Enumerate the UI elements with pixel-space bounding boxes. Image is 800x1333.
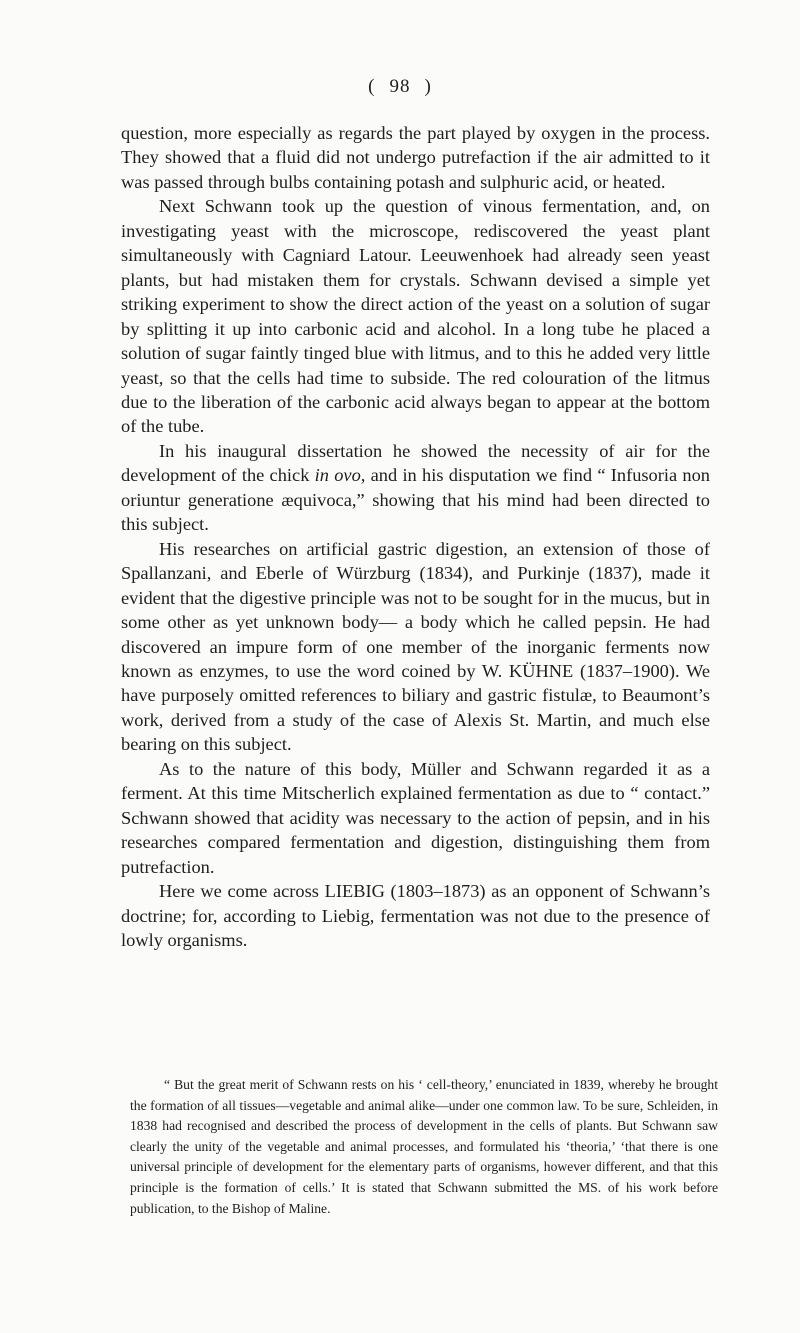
p6-name-liebig: LIEBIG	[324, 881, 385, 902]
paragraph-continuation: question, more especially as regards the part played by oxygen in the process. They showed that a fluid did not undergo putrefaction if the air admitted to it was passed through bulbs containing potash and sulphuric acid, or heated.	[121, 123, 710, 192]
footnote	[130, 1075, 718, 1219]
p3-italic-in-ovo: in ovo,	[314, 465, 366, 486]
paragraph-vinous-fermentation: Next Schwann took up the question of vinous fermentation, and, on investigating yeast with the microscope, rediscovered the yeast plant simultaneously with Cagniard Latour. Leeuwenhoek had already seen yeast plants, but had mistaken them for crystals. Schwann devised a simple yet striking experiment to show the direct action of the yeast on a solution of sugar by splitting it up into carbonic acid and alcohol. In a long tube he placed a solution of sugar faintly tinged blue with litmus, and to this he added very little yeast, so that the cells had time to subside. The red colouration of the litmus due to the liberation of the carbonic acid always began to appear at the bottom of the tube.	[121, 196, 710, 437]
page-number-open-paren: (	[368, 76, 376, 97]
footnote-text: “ But the great merit of Schwann rests on his ‘ cell-theory,’ enunciated in 1839, whereby he brought the formation of all tissues—vegetable and animal alike—under one common law. To be sure, Schleiden, in 1838 had recognised and described the process of development in the cells of plants. But Schwann saw clearly the unity of the vegetable and animal processes, and formulated his ‘theoria,’ ‘that there is one universal principle of development for the elementary parts of organisms, however different, and that this principle is the formation of cells.’ It is stated that Schwann submitted the MS. of his work before publication, to the Bishop of Maline.	[130, 1077, 718, 1216]
p4-name-kuhne: W. KÜHNE	[481, 660, 574, 681]
p3-text-before: In his inaugural dissertation he showed the necessity of air for the development of the chick	[121, 440, 710, 486]
paragraph-nature-of-ferment: As to the nature of this body, Müller and Schwann regarded it as a ferment. At this time Mitscherlich explained fermentation as due to “ contact.” Schwann showed that acidity was necessary to the action of pepsin, and in his researches compared fermentation and digestion, distinguishing them from putrefaction.	[121, 758, 710, 877]
page-number-value: 98	[389, 76, 411, 97]
page-number	[0, 76, 800, 98]
paragraph-liebig	[121, 879, 710, 952]
p6-text-after: (1803–1873) as an opponent of Schwann’s doctrine; for, according to Liebig, fermentation was not due to the presence of lowly organisms.	[121, 881, 710, 950]
p4-text-after: (1837–1900). We have purposely omitted references to biliary and gastric fistulæ, to Beaumont’s work, derived from a study of the case of Alexis St. Martin, and much else bearing on this subject.	[121, 660, 710, 755]
main-text	[121, 121, 710, 952]
page-number-close-paren: )	[424, 76, 432, 97]
p3-text-after: and in his disputation we find “ Infusoria non oriuntur generatione æquivoca,” showing that his mind had been directed to this subject.	[121, 465, 710, 535]
paragraph-gastric-digestion	[121, 537, 710, 757]
paragraph-inaugural-dissertation	[121, 439, 710, 537]
p6-text-before: Here we come across	[159, 881, 325, 902]
p4-text-before: His researches on artificial gastric digestion, an extension of those of Spallanzani, and Eberle of Würzburg (1834), and Purkinje (1837), made it evident that the digestive principle was not to be sought for in the mucus, but in some other as yet unknown body— a body which he called pepsin. He had discovered an impure form of one member of the inorganic ferments now known as enzymes, to use the word coined by	[121, 538, 710, 681]
